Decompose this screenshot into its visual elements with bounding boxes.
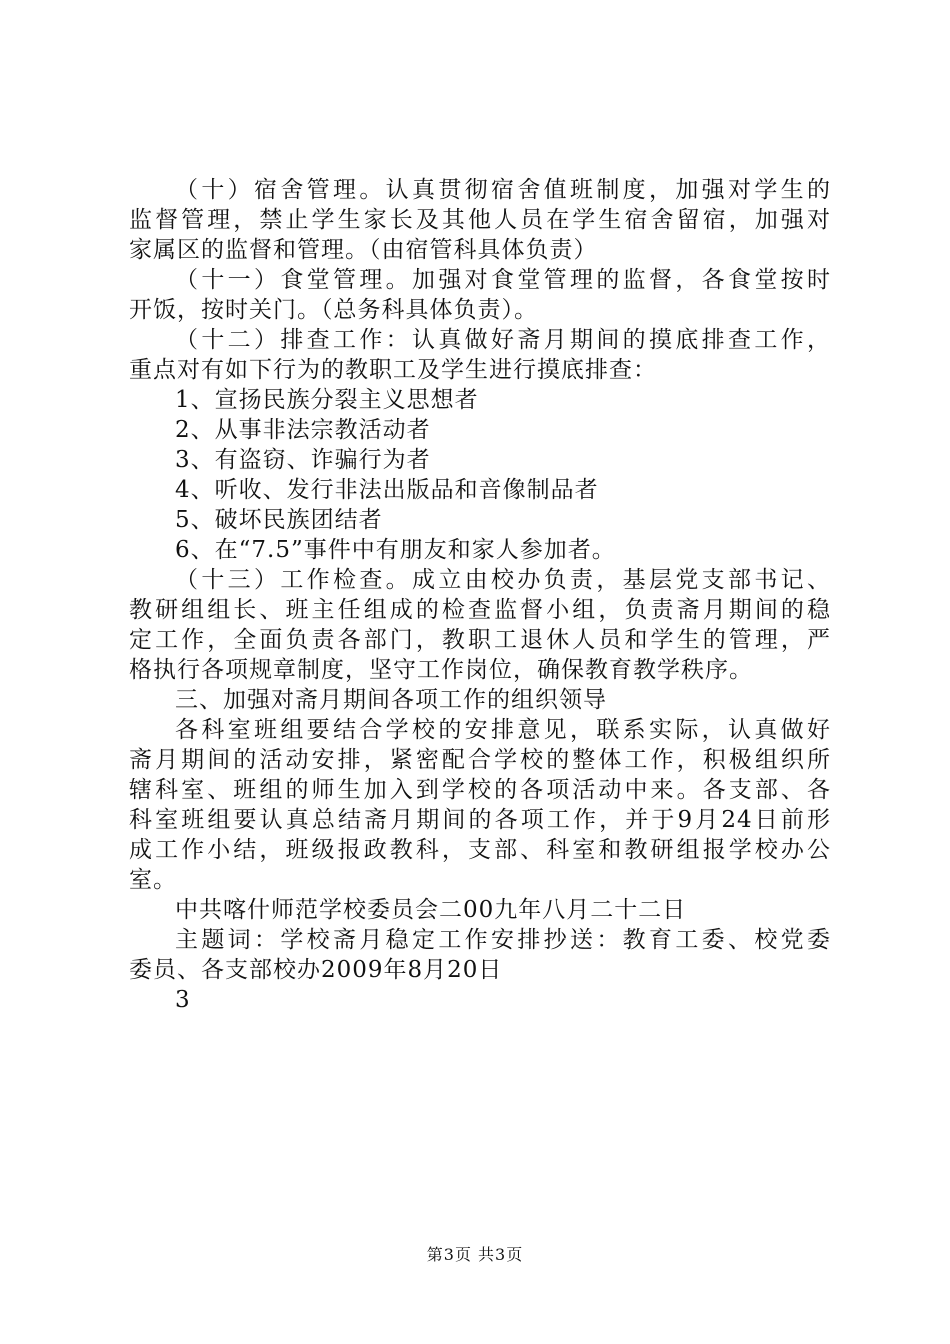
text-line: 5、破坏民族团结者: [175, 507, 383, 533]
text-line: 主题词：学校斋月稳定工作安排抄送：教育工委、校党委: [175, 927, 831, 953]
text-line: 各科室班组要结合学校的安排意见，联系实际，认真做好: [175, 717, 831, 743]
text-line: （十一）食堂管理。加强对食堂管理的监督，各食堂按时: [175, 267, 831, 293]
text-line: 委员、各支部校办2009年8月20日: [129, 957, 503, 983]
text-line: 教研组组长、班主任组成的检查监督小组，负责斋月期间的稳: [129, 597, 831, 623]
page-footer: 第3页 共3页: [426, 1245, 524, 1264]
text-line: 辖科室、班组的师生加入到学校的各项活动中来。各支部、各: [129, 777, 831, 803]
text-line: 室。: [129, 867, 177, 893]
text-line: 成工作小结，班级报政教科，支部、科室和教研组报学校办公: [129, 837, 831, 863]
text-line: 监督管理，禁止学生家长及其他人员在学生宿舍留宿，加强对: [129, 207, 831, 233]
text-line: （十）宿舍管理。认真贯彻宿舍值班制度，加强对学生的: [175, 177, 831, 203]
text-line: 4、听收、发行非法出版品和音像制品者: [175, 477, 599, 503]
text-line: 重点对有如下行为的教职工及学生进行摸底排查：: [129, 357, 657, 383]
text-line: 斋月期间的活动安排，紧密配合学校的整体工作，积极组织所: [129, 747, 831, 773]
text-line: 开饭，按时关门。（总务科具体负责）。: [129, 297, 538, 323]
text-line: 定工作，全面负责各部门，教职工退休人员和学生的管理，严: [129, 627, 831, 653]
text-line: 6、在“7.5”事件中有朋友和家人参加者。: [175, 537, 616, 563]
text-line: 科室班组要认真总结斋月期间的各项工作，并于9月24日前形: [129, 807, 831, 833]
text-line: 中共喀什师范学校委员会二00九年八月二十二日: [175, 897, 687, 923]
text-line: 3: [175, 987, 191, 1013]
text-line: 三、加强对斋月期间各项工作的组织领导: [175, 687, 607, 713]
text-line: 2、从事非法宗教活动者: [175, 417, 431, 443]
text-line: 家属区的监督和管理。（由宿管科具体负责）: [129, 237, 598, 263]
text-line: 3、有盗窃、诈骗行为者: [175, 447, 431, 473]
text-line: （十三）工作检查。成立由校办负责，基层党支部书记、: [175, 567, 831, 593]
text-line: （十二）排查工作：认真做好斋月期间的摸底排查工作，: [175, 327, 831, 353]
text-line: 1、宣扬民族分裂主义思想者: [175, 387, 479, 413]
document-body: [129, 175, 831, 1015]
text-line: 格执行各项规章制度，坚守工作岗位，确保教育教学秩序。: [129, 657, 753, 683]
